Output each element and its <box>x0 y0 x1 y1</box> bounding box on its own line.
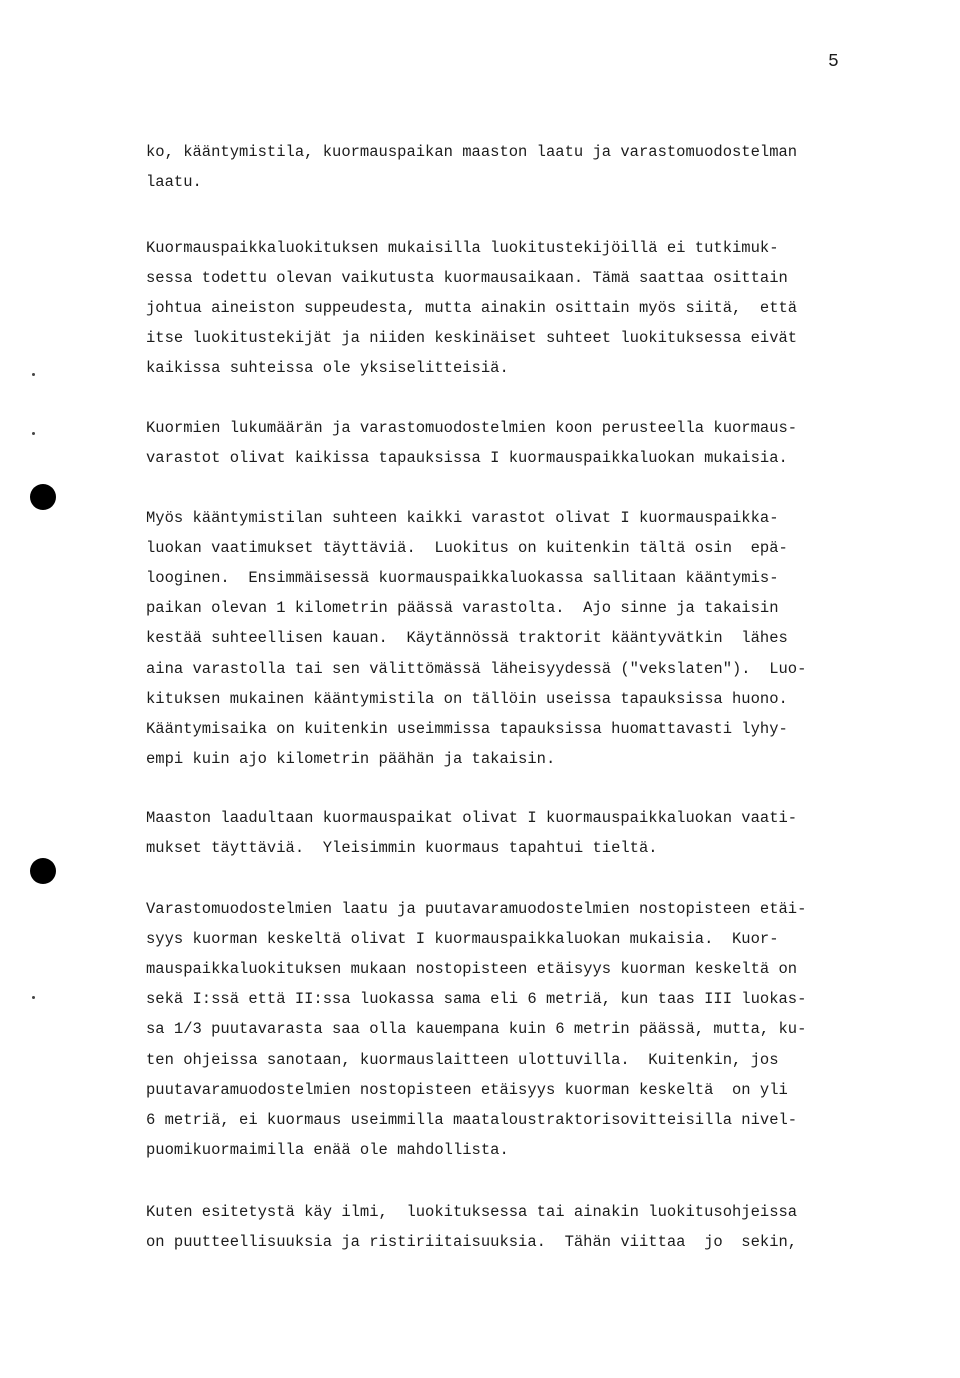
text-line: varastot olivat kaikissa tapauksissa I kuormauspaikkaluokan mukaisia. <box>146 449 788 467</box>
text-line: sekä I:ssä että II:ssa luokassa sama eli 6 metriä, kun taas III luokas- <box>146 990 807 1008</box>
text-line: ko, kääntymistila, kuormauspaikan maaston laatu ja varastomuodostelman <box>146 143 798 161</box>
text-line: Kääntymisaika on kuitenkin useimmissa tapauksissa huomattavasti lyhy- <box>146 720 788 738</box>
scan-speck <box>32 373 35 376</box>
text-line: itse luokitustekijät ja niiden keskinäiset suhteet luokituksessa eivät <box>146 329 798 347</box>
punch-hole <box>30 858 56 884</box>
text-line: kituksen mukainen kääntymistila on tällöin useissa tapauksissa huono. <box>146 690 788 708</box>
text-line: 6 metriä, ei kuormaus useimmilla maataloustraktorisovitteisilla nivel- <box>146 1111 798 1129</box>
text-line: sa 1/3 puutavarasta saa olla kauempana kuin 6 metrin päässä, mutta, ku- <box>146 1020 807 1038</box>
text-line: Myös kääntymistilan suhteen kaikki varastot olivat I kuormauspaikka- <box>146 509 779 527</box>
text-line: empi kuin ajo kilometrin päähän ja takaisin. <box>146 750 556 768</box>
text-line: aina varastolla tai sen välittömässä läheisyydessä ("vekslaten"). Luo- <box>146 660 807 678</box>
text-line: Kuormauspaikkaluokituksen mukaisilla luokitustekijöillä ei tutkimuk- <box>146 239 779 257</box>
punch-hole <box>30 484 56 510</box>
text-line: kaikissa suhteissa ole yksiselitteisiä. <box>146 359 509 377</box>
text-line: on puutteellisuuksia ja ristiriitaisuuksia. Tähän viittaa jo sekin, <box>146 1233 798 1251</box>
text-line: johtua aineiston suppeudesta, mutta ainakin osittain myös siitä, että <box>146 299 798 317</box>
text-line: Kuten esitetystä käy ilmi, luokituksessa tai ainakin luokitusohjeissa <box>146 1203 798 1221</box>
text-line: Kuormien lukumäärän ja varastomuodostelmien koon perusteella kuormaus- <box>146 419 798 437</box>
text-line: Maaston laadultaan kuormauspaikat olivat I kuormauspaikkaluokan vaati- <box>146 809 798 827</box>
text-line: puomikuormaimilla enää ole mahdollista. <box>146 1141 509 1159</box>
text-line: mukset täyttäviä. Yleisimmin kuormaus tapahtui tieltä. <box>146 839 658 857</box>
text-line: syys kuorman keskeltä olivat I kuormauspaikkaluokan mukaisia. Kuor- <box>146 930 779 948</box>
text-line: puutavaramuodostelmien nostopisteen etäisyys kuorman keskeltä on yli <box>146 1081 788 1099</box>
text-line: ten ohjeissa sanotaan, kuormauslaitteen ulottuvilla. Kuitenkin, jos <box>146 1051 779 1069</box>
text-line: Varastomuodostelmien laatu ja puutavaramuodostelmien nostopisteen etäi- <box>146 900 807 918</box>
text-line: sessa todettu olevan vaikutusta kuormausaikaan. Tämä saattaa osittain <box>146 269 788 287</box>
scan-speck <box>32 432 35 435</box>
scan-speck <box>32 996 35 999</box>
text-line: looginen. Ensimmäisessä kuormauspaikkaluokassa sallitaan kääntymis- <box>146 569 779 587</box>
text-line: laatu. <box>146 173 202 191</box>
text-line: mauspaikkaluokituksen mukaan nostopisteen etäisyys kuorman keskeltä on <box>146 960 798 978</box>
text-line: paikan olevan 1 kilometrin päässä varastolta. Ajo sinne ja takaisin <box>146 599 779 617</box>
page-number: 5 <box>828 52 839 72</box>
text-line: kestää suhteellisen kauan. Käytännössä traktorit kääntyvätkin lähes <box>146 629 788 647</box>
text-line: luokan vaatimukset täyttäviä. Luokitus on kuitenkin tältä osin epä- <box>146 539 788 557</box>
